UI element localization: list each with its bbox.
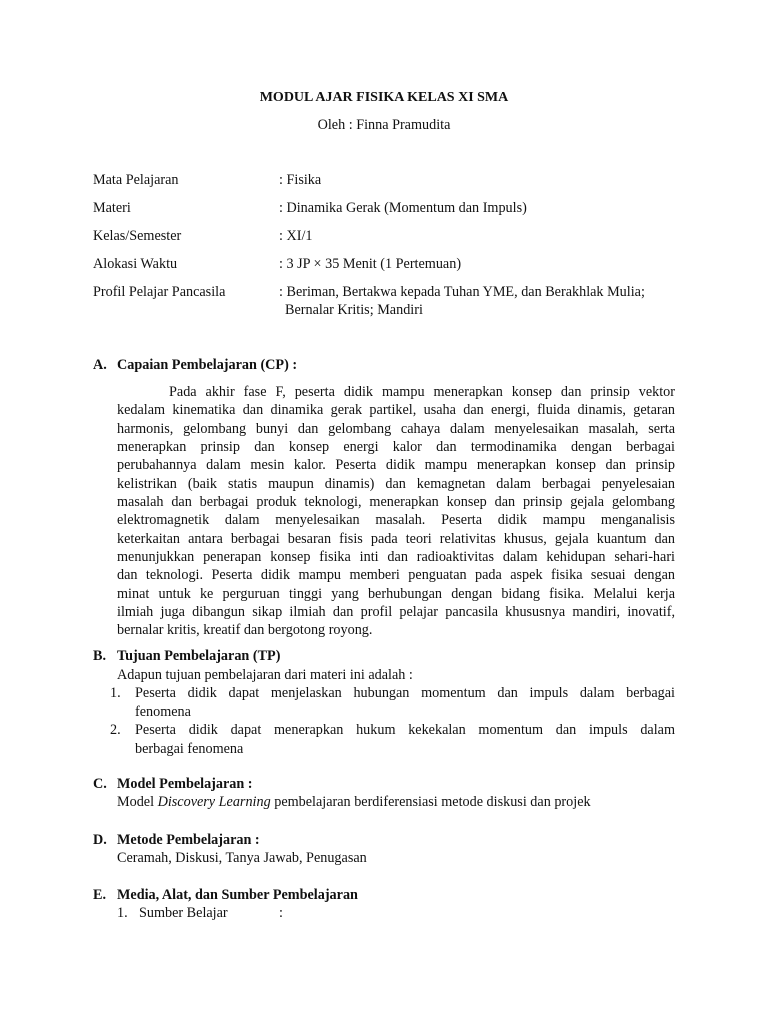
section-a-title: Capaian Pembelajaran (CP) : (117, 357, 298, 373)
section-b-intro: Adapun tujuan pembelajaran dari materi ini adalah : (117, 667, 413, 683)
section-c-body (117, 793, 591, 811)
paragraph-line: perubahannya dalam mesin kalor. Peserta didik mampu menerapkan konsep dan prinsip (117, 457, 675, 474)
list-item-label: Sumber Belajar (139, 905, 228, 921)
info-label-time: Alokasi Waktu (93, 256, 178, 272)
paragraph-line: menunjukkan penerapan konsep fisika inti dan radioaktivitas dalam kehidupan sehari-hari (117, 549, 675, 566)
section-b-letter: B. (93, 648, 107, 664)
paragraph-line: Pada akhir fase F, peserta didik mampu menerapkan konsep dan prinsip vektor (169, 384, 675, 400)
paragraph-line: masalah dan berbagai produk teknologi, menerapkan konsep dan prinsip gejala gelombang (117, 494, 675, 511)
section-a-paragraph (117, 383, 675, 640)
info-value-profile: : Beriman, Bertakwa kepada Tuhan YME, dan Berakhlak Mulia; (279, 284, 645, 300)
list-item-number: 2. (110, 722, 121, 738)
document-title: MODUL AJAR FISIKA KELAS XI SMA (259, 90, 509, 105)
list-item-line: berbagai fenomena (135, 740, 244, 757)
section-d-heading (93, 831, 260, 849)
paragraph-line: keterkaitan antara berbagai besaran fisis pada teori relativitas khusus, gejala kuantum dan (117, 530, 675, 547)
paragraph-line: kelistrikan (baik statis maupun dinamis) dan kemagnetan dalam berbagai penyelesaian (117, 475, 675, 492)
info-label-profile: Profil Pelajar Pancasila (93, 284, 226, 300)
paragraph-line: menerapkan prinsip dan konsep energi kalor dan termodinamika dengan berbagai (117, 439, 675, 456)
section-c-suffix: pembelajaran berdiferensiasi metode diskusi dan projek (270, 794, 591, 810)
info-value-time: : 3 JP × 35 Menit (1 Pertemuan) (279, 256, 462, 272)
section-e-title: Media, Alat, dan Sumber Pembelajaran (117, 887, 358, 903)
list-item-text (135, 684, 675, 721)
section-d-body: Ceramah, Diskusi, Tanya Jawab, Penugasan (117, 850, 367, 866)
section-c-heading (93, 775, 253, 793)
section-a-heading (93, 356, 297, 374)
section-d-title: Metode Pembelajaran : (117, 832, 260, 848)
section-c-italic: Discovery Learning (157, 794, 271, 810)
info-value-subject: : Fisika (279, 172, 322, 188)
list-item-number: 1. (117, 905, 128, 921)
document-author: Oleh : Finna Pramudita (317, 117, 451, 133)
paragraph-line: dan teknologi. Peserta didik mampu memberi penguatan pada aspek fisika sesuai dengan (117, 567, 675, 584)
paragraph-line: kedalam kinematika dan dinamika gerak partikel, usaha dan energi, fluida dinamis, getaran (117, 402, 675, 419)
paragraph-line: harmonis, gelombang bunyi dan gelombang cahaya dalam menyelesaikan masalah, serta (117, 420, 675, 437)
section-b-heading (93, 647, 280, 665)
info-label-subject: Mata Pelajaran (93, 172, 179, 188)
section-d-letter: D. (93, 832, 107, 848)
section-e-letter: E. (93, 887, 107, 903)
section-c-letter: C. (93, 776, 107, 792)
list-item-number: 1. (110, 685, 121, 701)
info-value-material: : Dinamika Gerak (Momentum dan Impuls) (279, 200, 527, 216)
section-b-title: Tujuan Pembelajaran (TP) (117, 648, 281, 664)
paragraph-line: minat untuk ke perguruan tinggi yang berhubungan dengan bidang fisika. Melalui kerja (117, 585, 675, 602)
paragraph-line: ilmiah juga dibangun sikap ilmiah dan profil pelajar pancasila khususnya mandiri, inovatif, (117, 604, 675, 621)
list-item-line: fenomena (135, 703, 191, 720)
info-label-class: Kelas/Semester (93, 228, 182, 244)
section-e-heading (93, 886, 358, 904)
paragraph-line: elektromagnetik dalam menyelesaikan masalah. Peserta didik mampu menganalisis (117, 512, 675, 529)
list-item-line: Peserta didik dapat menerapkan hukum kekekalan momentum dan impuls dalam (135, 722, 675, 738)
info-value-class: : XI/1 (279, 228, 313, 244)
info-label-material: Materi (93, 200, 131, 216)
list-item-line: Peserta didik dapat menjelaskan hubungan momentum dan impuls dalam berbagai (135, 685, 675, 701)
section-c-prefix: Model (117, 794, 158, 810)
list-item-value: : (279, 905, 283, 921)
list-item-text (135, 721, 675, 758)
section-a-letter: A. (93, 357, 107, 373)
paragraph-line: bernalar kritis, kreatif dan bergotong royong. (117, 622, 373, 639)
section-c-title: Model Pembelajaran : (117, 776, 253, 792)
info-value-profile-cont: Bernalar Kritis; Mandiri (285, 302, 423, 318)
